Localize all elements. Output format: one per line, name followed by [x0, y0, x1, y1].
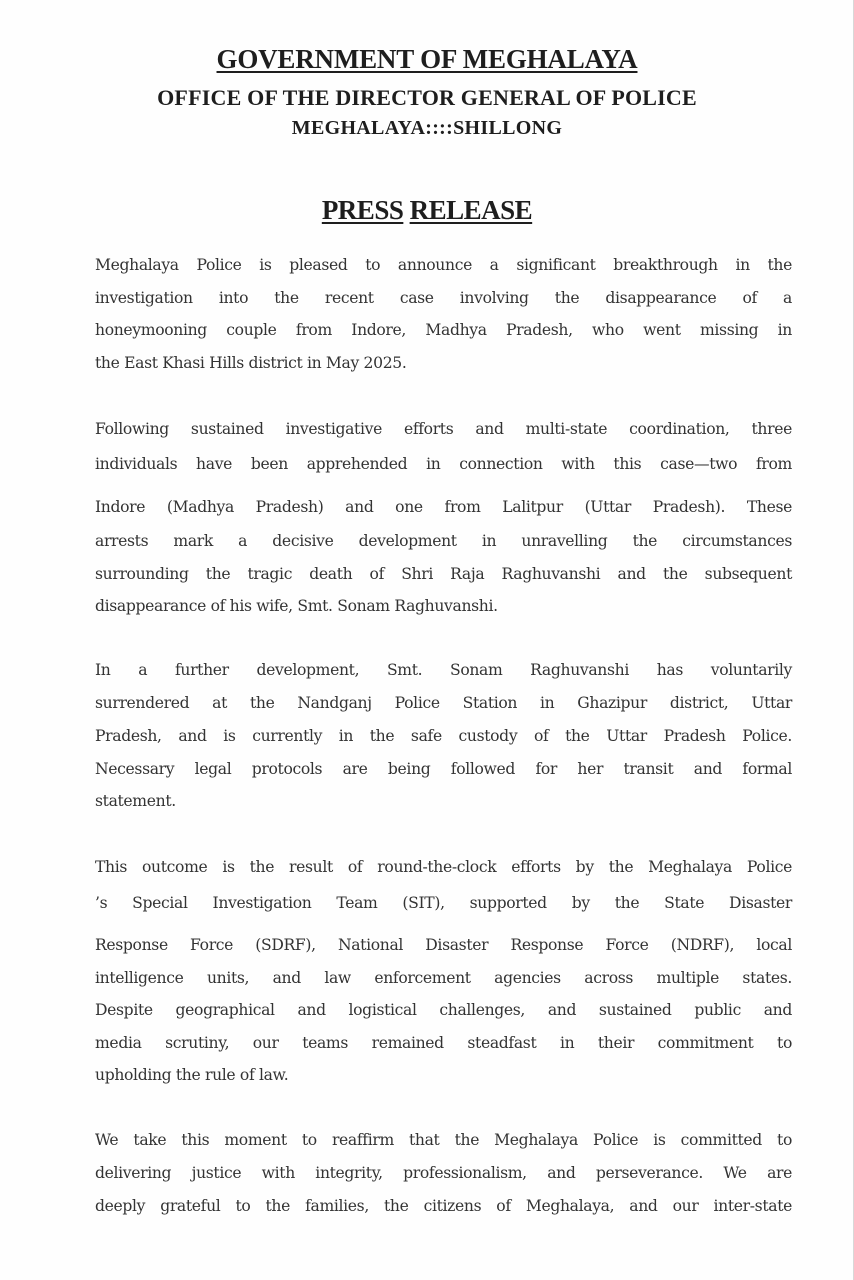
location-heading: MEGHALAYA::::SHILLONG: [291, 117, 563, 139]
paragraph-line: We take this moment to reaffirm that the Meghalaya Police is committed to: [95, 1131, 792, 1149]
government-heading-text: GOVERNMENT OF MEGHALAYA: [216, 44, 638, 74]
paragraph-line: Indore (Madhya Pradesh) and one from Lalitpur (Uttar Pradesh). These: [95, 498, 792, 516]
paragraph-line: honeymooning couple from Indore, Madhya Pradesh, who went missing in: [95, 321, 792, 339]
office-heading: OFFICE OF THE DIRECTOR GENERAL OF POLICE: [157, 85, 697, 110]
government-heading: [0, 44, 854, 75]
paragraph-line: surrounding the tragic death of Shri Raja Raghuvanshi and the subsequent: [95, 565, 792, 583]
paragraph-line: ’s Special Investigation Team (SIT), supported by the State Disaster: [95, 894, 792, 912]
paragraph-line: Meghalaya Police is pleased to announce a significant breakthrough in the: [95, 256, 792, 274]
paragraph-line: disappearance of his wife, Smt. Sonam Raghuvanshi.: [95, 597, 498, 615]
paragraph-line: Pradesh, and is currently in the safe custody of the Uttar Pradesh Police.: [95, 727, 792, 745]
paragraph-line: Despite geographical and logistical challenges, and sustained public and: [95, 1001, 792, 1019]
paragraph-line: media scrutiny, our teams remained steadfast in their commitment to: [95, 1034, 792, 1052]
paragraph-line: the East Khasi Hills district in May 2025.: [95, 354, 407, 372]
paragraph-line: delivering justice with integrity, professionalism, and perseverance. We are: [95, 1164, 792, 1182]
paragraph-line: This outcome is the result of round-the-clock efforts by the Meghalaya Police: [95, 858, 792, 876]
paragraph-line: Following sustained investigative efforts and multi-state coordination, three: [95, 420, 792, 438]
paragraph-line: statement.: [95, 792, 176, 810]
paragraph-line: arrests mark a decisive development in unravelling the circumstances: [95, 532, 792, 550]
title-word-press: PRESS: [321, 195, 404, 225]
paragraph-line: In a further development, Smt. Sonam Raghuvanshi has voluntarily: [95, 661, 792, 679]
paragraph-line: intelligence units, and law enforcement agencies across multiple states.: [95, 969, 792, 987]
paragraph-line: surrendered at the Nandganj Police Station in Ghazipur district, Uttar: [95, 694, 792, 712]
paragraph-line: Necessary legal protocols are being followed for her transit and formal: [95, 760, 792, 778]
paragraph-line: investigation into the recent case involving the disappearance of a: [95, 289, 792, 307]
title-word-release: RELEASE: [409, 195, 533, 225]
paragraph-line: Response Force (SDRF), National Disaster Response Force (NDRF), local: [95, 936, 792, 954]
paragraph-line: deeply grateful to the families, the citizens of Meghalaya, and our inter-state: [95, 1197, 792, 1215]
press-release-title: [0, 195, 854, 226]
paragraph-line: upholding the rule of law.: [95, 1066, 289, 1084]
paragraph-line: individuals have been apprehended in connection with this case—two from: [95, 455, 792, 473]
